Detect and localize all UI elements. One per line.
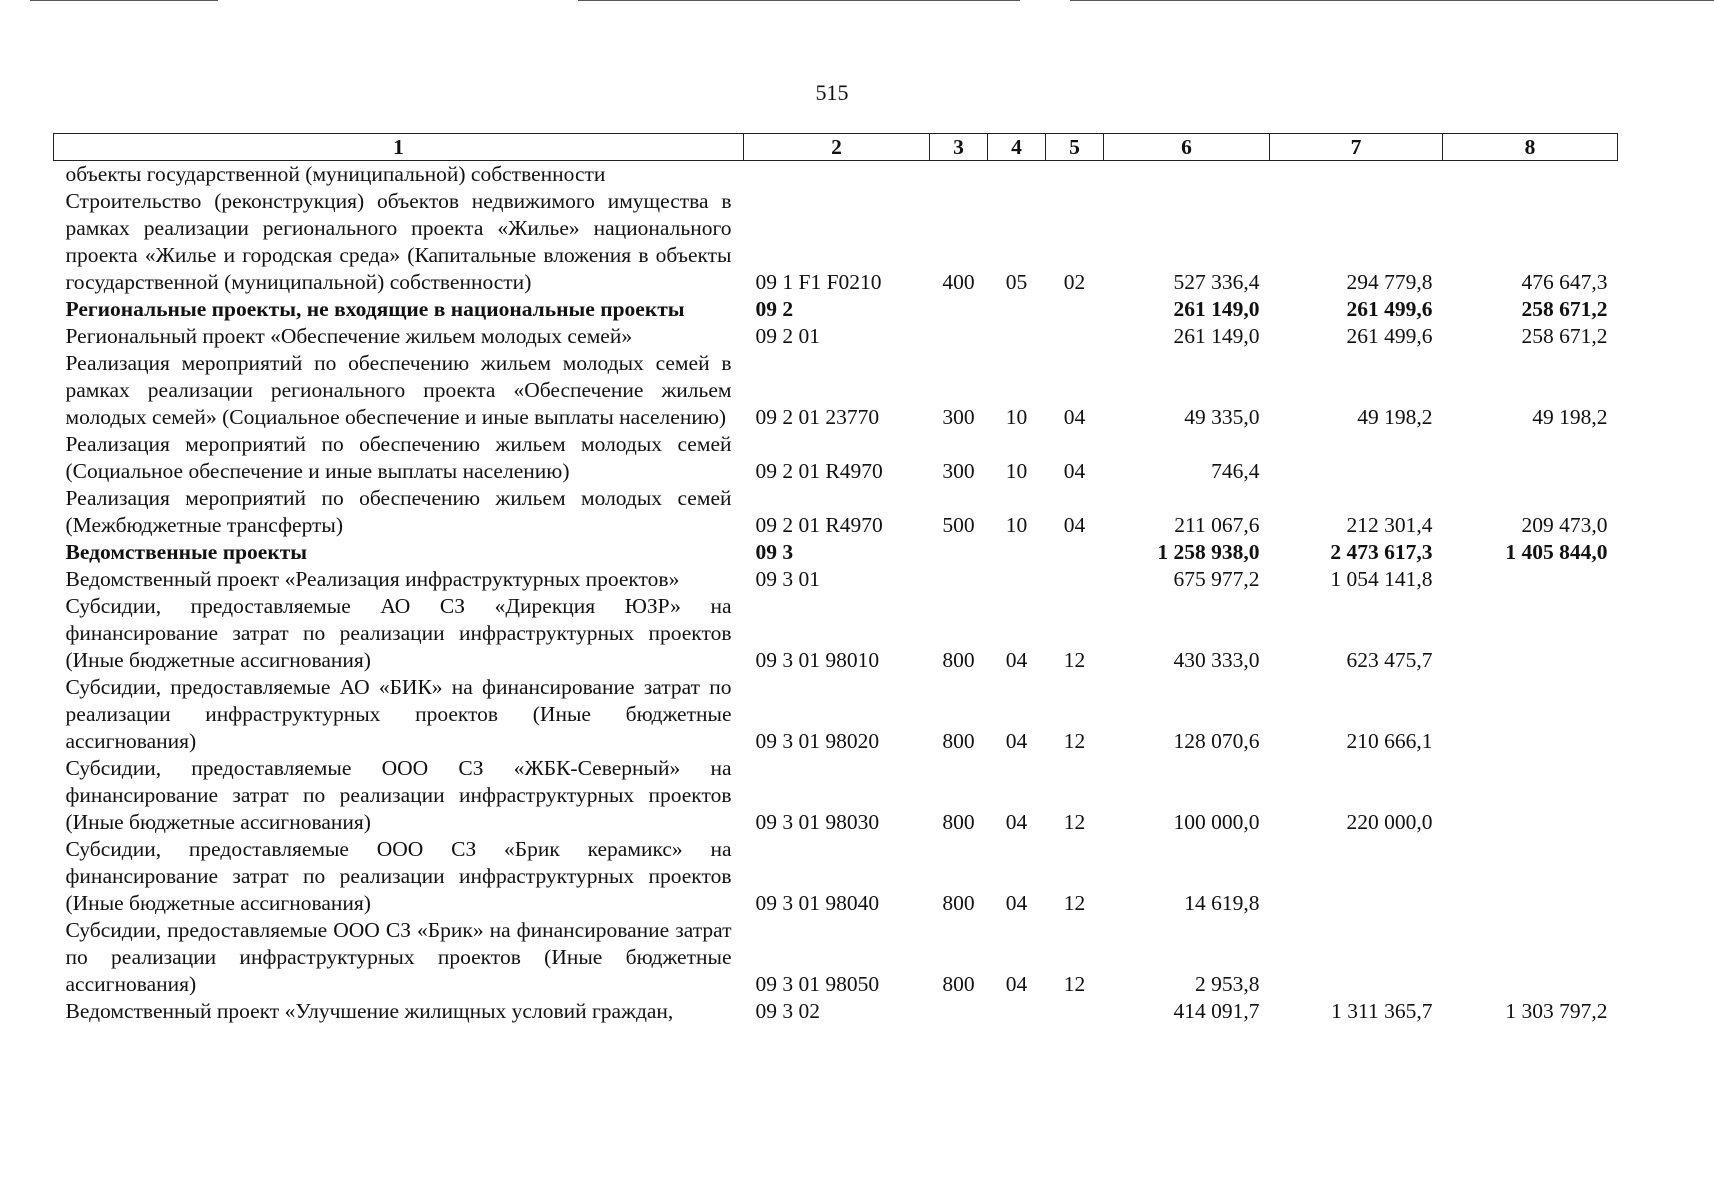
- row-amount-col6: 100 000,0: [1173, 810, 1260, 834]
- row-amount-col7: 49 198,2: [1357, 405, 1433, 429]
- row-amount-col7: 1 054 141,8: [1330, 567, 1433, 591]
- scan-edge-line-right: [1070, 0, 1714, 1]
- row-amount-col6: 211 067,6: [1174, 513, 1260, 537]
- row-amount-col6: 261 149,0: [1173, 324, 1260, 348]
- table-row: [54, 161, 1618, 189]
- row-subsection: 02: [1063, 270, 1086, 294]
- row-name: Региональный проект «Обеспечение жильем молодых семей»: [65, 324, 633, 348]
- row-section: 04: [1005, 891, 1028, 915]
- table-row: [54, 836, 1618, 917]
- header-col-2: 2: [744, 134, 930, 161]
- row-subsection: 12: [1063, 810, 1086, 834]
- row-code: 09 1 F1 F0210: [755, 270, 882, 294]
- row-amount-col6: 414 091,7: [1173, 999, 1260, 1023]
- row-subsection: [1046, 323, 1104, 350]
- row-amount-col8: [1443, 593, 1618, 674]
- row-code: 09 2 01: [755, 324, 820, 348]
- row-amount-col8: 258 671,2: [1521, 324, 1608, 348]
- row-amount-col6: 49 335,0: [1184, 405, 1260, 429]
- row-amount-col6: [1104, 161, 1270, 189]
- scan-edge-line-left: [30, 0, 218, 1]
- header-col-1: 1: [54, 134, 744, 161]
- row-amount-col8: [1443, 566, 1618, 593]
- row-amount-col8: 476 647,3: [1521, 270, 1608, 294]
- row-subsection: 12: [1063, 729, 1086, 753]
- row-code: 09 2 01 23770: [755, 405, 880, 429]
- page-number: 515: [815, 80, 849, 105]
- row-amount-col7: 212 301,4: [1346, 513, 1433, 537]
- table-row: [54, 593, 1618, 674]
- row-amount-col8: 209 473,0: [1521, 513, 1608, 537]
- row-amount-col6: 261 149,0: [1173, 297, 1260, 321]
- table-row: [54, 917, 1618, 998]
- row-subsection: 12: [1063, 648, 1086, 672]
- row-name: Строительство (реконструкция) объектов недвижимого имущества в рамках реализации регионального проекта «Жилье» национального проекта «Жилье и городская среда» (Капитальные вложения в объекты государственной (муниципальной) собственности): [65, 189, 732, 294]
- row-amount-col7: 261 499,6: [1346, 297, 1433, 321]
- row-amount-col8: 258 671,2: [1521, 297, 1608, 321]
- table-row: [54, 998, 1618, 1025]
- row-subsection: [1046, 539, 1104, 566]
- row-amount-col6: 746,4: [1211, 459, 1260, 483]
- row-expense-type: 300: [942, 459, 975, 483]
- row-amount-col8: 1 303 797,2: [1505, 999, 1608, 1023]
- table-row: [54, 296, 1618, 323]
- row-expense-type: [930, 323, 988, 350]
- row-amount-col7: 220 000,0: [1346, 810, 1433, 834]
- row-section: [988, 998, 1046, 1025]
- row-name: объекты государственной (муниципальной) собственности: [65, 162, 606, 186]
- row-section: 04: [1005, 648, 1028, 672]
- row-amount-col8: [1443, 917, 1618, 998]
- table-row: [54, 485, 1618, 539]
- header-col-8: 8: [1443, 134, 1618, 161]
- row-name: Реализация мероприятий по обеспечению жильем молодых семей в рамках реализации регионального проекта «Обеспечение жильем молодых семей» (Социальное обеспечение и иные выплаты населению): [65, 351, 732, 429]
- header-col-5: 5: [1046, 134, 1104, 161]
- row-name: Реализация мероприятий по обеспечению жильем молодых семей (Межбюджетные трансферты): [65, 486, 732, 537]
- row-amount-col7: [1270, 836, 1443, 917]
- row-section: [988, 566, 1046, 593]
- row-section: 10: [1005, 405, 1028, 429]
- row-amount-col7: [1270, 161, 1443, 189]
- row-amount-col7: [1270, 431, 1443, 485]
- row-name: Ведомственные проекты: [65, 540, 308, 564]
- row-expense-type: [930, 539, 988, 566]
- table-row: [54, 431, 1618, 485]
- row-expense-type: 400: [942, 270, 975, 294]
- row-amount-col7: 623 475,7: [1346, 648, 1433, 672]
- row-section: 04: [1005, 729, 1028, 753]
- row-amount-col8: [1443, 431, 1618, 485]
- table-row: [54, 539, 1618, 566]
- table-header-row: [54, 134, 1618, 161]
- row-expense-type: 300: [942, 405, 975, 429]
- row-name: Ведомственный проект «Улучшение жилищных условий граждан,: [65, 999, 674, 1023]
- table-body: [54, 161, 1618, 1026]
- row-name: Реализация мероприятий по обеспечению жильем молодых семей (Социальное обеспечение и иные выплаты населению): [65, 432, 732, 483]
- row-expense-type: [930, 566, 988, 593]
- row-expense-type: [930, 998, 988, 1025]
- table-row: [54, 188, 1618, 296]
- row-code: 09 3: [755, 540, 794, 564]
- table-row: [54, 674, 1618, 755]
- budget-table: [53, 133, 1618, 1025]
- table-row: [54, 350, 1618, 431]
- row-section: [988, 161, 1046, 189]
- row-amount-col7: 2 473 617,3: [1330, 540, 1433, 564]
- row-expense-type: 800: [942, 648, 975, 672]
- row-code: 09 3 01: [755, 567, 820, 591]
- row-section: 04: [1005, 810, 1028, 834]
- row-amount-col8: 1 405 844,0: [1505, 540, 1608, 564]
- row-amount-col8: [1443, 161, 1618, 189]
- row-amount-col6: 14 619,8: [1184, 891, 1260, 915]
- table-row: [54, 323, 1618, 350]
- row-name: Субсидии, предоставляемые АО СЗ «Дирекция ЮЗР» на финансирование затрат по реализации инфраструктурных проектов (Иные бюджетные ассигнования): [65, 594, 732, 672]
- row-code: 09 3 01 98010: [755, 648, 880, 672]
- row-expense-type: [930, 296, 988, 323]
- row-subsection: 12: [1063, 891, 1086, 915]
- row-amount-col8: [1443, 836, 1618, 917]
- scan-edge-line-middle: [578, 0, 1020, 1]
- row-amount-col7: 1 311 365,7: [1331, 999, 1433, 1023]
- row-amount-col6: 527 336,4: [1173, 270, 1260, 294]
- row-section: 10: [1005, 513, 1028, 537]
- row-amount-col7: [1270, 917, 1443, 998]
- row-amount-col8: 49 198,2: [1532, 405, 1608, 429]
- row-name: Субсидии, предоставляемые АО «БИК» на финансирование затрат по реализации инфраструктурных проектов (Иные бюджетные ассигнования): [65, 675, 732, 753]
- row-name: Региональные проекты, не входящие в национальные проекты: [65, 297, 685, 321]
- row-expense-type: 800: [942, 972, 975, 996]
- row-section: [988, 539, 1046, 566]
- row-subsection: [1046, 296, 1104, 323]
- row-subsection: [1046, 161, 1104, 189]
- row-code: 09 2: [755, 297, 794, 321]
- table-row: [54, 566, 1618, 593]
- header-col-6: 6: [1104, 134, 1270, 161]
- row-code: 09 3 01 98020: [755, 729, 880, 753]
- row-subsection: [1046, 998, 1104, 1025]
- row-amount-col7: 294 779,8: [1346, 270, 1433, 294]
- row-expense-type: 800: [942, 729, 975, 753]
- table-row: [54, 755, 1618, 836]
- row-section: 10: [1005, 459, 1028, 483]
- header-col-3: 3: [930, 134, 988, 161]
- row-name: Субсидии, предоставляемые ООО СЗ «Брик керамикс» на финансирование затрат по реализации инфраструктурных проектов (Иные бюджетные ассигнования): [65, 837, 732, 915]
- row-subsection: 12: [1063, 972, 1086, 996]
- row-code: 09 3 01 98030: [755, 810, 880, 834]
- row-section: 05: [1005, 270, 1028, 294]
- row-name: Субсидии, предоставляемые ООО СЗ «ЖБК-Северный» на финансирование затрат по реализации инфраструктурных проектов (Иные бюджетные ассигнования): [65, 756, 732, 834]
- row-subsection: 04: [1063, 513, 1086, 537]
- row-subsection: [1046, 566, 1104, 593]
- row-code: 09 3 01 98050: [755, 972, 880, 996]
- row-expense-type: 500: [942, 513, 975, 537]
- row-subsection: 04: [1063, 459, 1086, 483]
- row-amount-col6: 128 070,6: [1173, 729, 1260, 753]
- header-col-7: 7: [1270, 134, 1443, 161]
- row-section: [988, 323, 1046, 350]
- row-code: 09 3 02: [755, 999, 820, 1023]
- row-name: Субсидии, предоставляемые ООО СЗ «Брик» на финансирование затрат по реализации инфраструктурных проектов (Иные бюджетные ассигнования): [65, 918, 732, 996]
- row-section: 04: [1005, 972, 1028, 996]
- row-code: 09 2 01 R4970: [755, 459, 883, 483]
- row-amount-col8: [1443, 674, 1618, 755]
- row-code: [744, 161, 930, 189]
- row-expense-type: 800: [942, 891, 975, 915]
- row-name: Ведомственный проект «Реализация инфраструктурных проектов»: [65, 567, 680, 591]
- row-code: 09 2 01 R4970: [755, 513, 883, 537]
- row-amount-col8: [1443, 755, 1618, 836]
- row-expense-type: 800: [942, 810, 975, 834]
- row-amount-col6: 430 333,0: [1173, 648, 1260, 672]
- row-section: [988, 296, 1046, 323]
- header-col-4: 4: [988, 134, 1046, 161]
- row-expense-type: [930, 161, 988, 189]
- row-amount-col6: 2 953,8: [1195, 972, 1260, 996]
- row-code: 09 3 01 98040: [755, 891, 880, 915]
- row-amount-col6: 1 258 938,0: [1157, 540, 1260, 564]
- row-amount-col6: 675 977,2: [1173, 567, 1260, 591]
- row-subsection: 04: [1063, 405, 1086, 429]
- row-amount-col7: 210 666,1: [1346, 729, 1433, 753]
- row-amount-col7: 261 499,6: [1346, 324, 1433, 348]
